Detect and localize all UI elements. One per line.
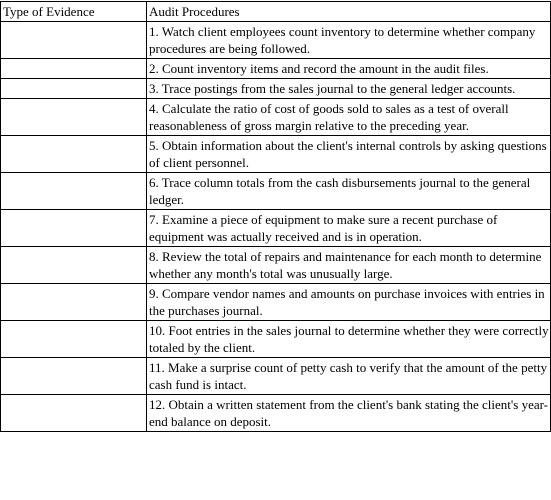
header-audit-procedures: Audit Procedures: [147, 2, 551, 22]
table-row: [1, 136, 551, 173]
procedure-cell: 5. Obtain information about the client's internal controls by asking questions of client personnel.: [147, 136, 551, 173]
table-row: [1, 173, 551, 210]
procedure-cell: 2. Count inventory items and record the amount in the audit files.: [147, 59, 551, 79]
procedure-cell: 4. Calculate the ratio of cost of goods sold to sales as a test of overall reasonableness of gross margin relative to the preceding year.: [147, 99, 551, 136]
evidence-cell[interactable]: [1, 358, 147, 395]
procedure-cell: 7. Examine a piece of equipment to make sure a recent purchase of equipment was actually received and is in operation.: [147, 210, 551, 247]
table-body: [1, 22, 551, 432]
table-row: [1, 99, 551, 136]
procedure-cell: 6. Trace column totals from the cash disbursements journal to the general ledger.: [147, 173, 551, 210]
header-row: [1, 2, 551, 22]
evidence-cell[interactable]: [1, 22, 147, 59]
procedure-cell: 1. Watch client employees count inventory to determine whether company procedures are being followed.: [147, 22, 551, 59]
table-row: [1, 22, 551, 59]
table-row: [1, 210, 551, 247]
procedure-cell: 9. Compare vendor names and amounts on purchase invoices with entries in the purchases journal.: [147, 284, 551, 321]
procedure-cell: 8. Review the total of repairs and maintenance for each month to determine whether any month's total was unusually large.: [147, 247, 551, 284]
evidence-cell[interactable]: [1, 247, 147, 284]
table-row: [1, 59, 551, 79]
table-row: [1, 247, 551, 284]
table-row: [1, 321, 551, 358]
table-row: [1, 395, 551, 432]
procedure-cell: 11. Make a surprise count of petty cash to verify that the amount of the petty cash fund is intact.: [147, 358, 551, 395]
evidence-cell[interactable]: [1, 284, 147, 321]
evidence-cell[interactable]: [1, 321, 147, 358]
table-row: [1, 358, 551, 395]
evidence-cell[interactable]: [1, 395, 147, 432]
evidence-cell[interactable]: [1, 79, 147, 99]
table-header: [1, 2, 551, 22]
evidence-cell[interactable]: [1, 99, 147, 136]
procedure-cell: 10. Foot entries in the sales journal to determine whether they were correctly totaled by the client.: [147, 321, 551, 358]
procedure-cell: 12. Obtain a written statement from the client's bank stating the client's year-end balance on deposit.: [147, 395, 551, 432]
table-row: [1, 79, 551, 99]
procedure-cell: 3. Trace postings from the sales journal to the general ledger accounts.: [147, 79, 551, 99]
table-row: [1, 284, 551, 321]
header-type-of-evidence: Type of Evidence: [1, 2, 147, 22]
evidence-cell[interactable]: [1, 136, 147, 173]
evidence-cell[interactable]: [1, 59, 147, 79]
evidence-cell[interactable]: [1, 173, 147, 210]
evidence-cell[interactable]: [1, 210, 147, 247]
audit-evidence-table: [0, 1, 551, 432]
